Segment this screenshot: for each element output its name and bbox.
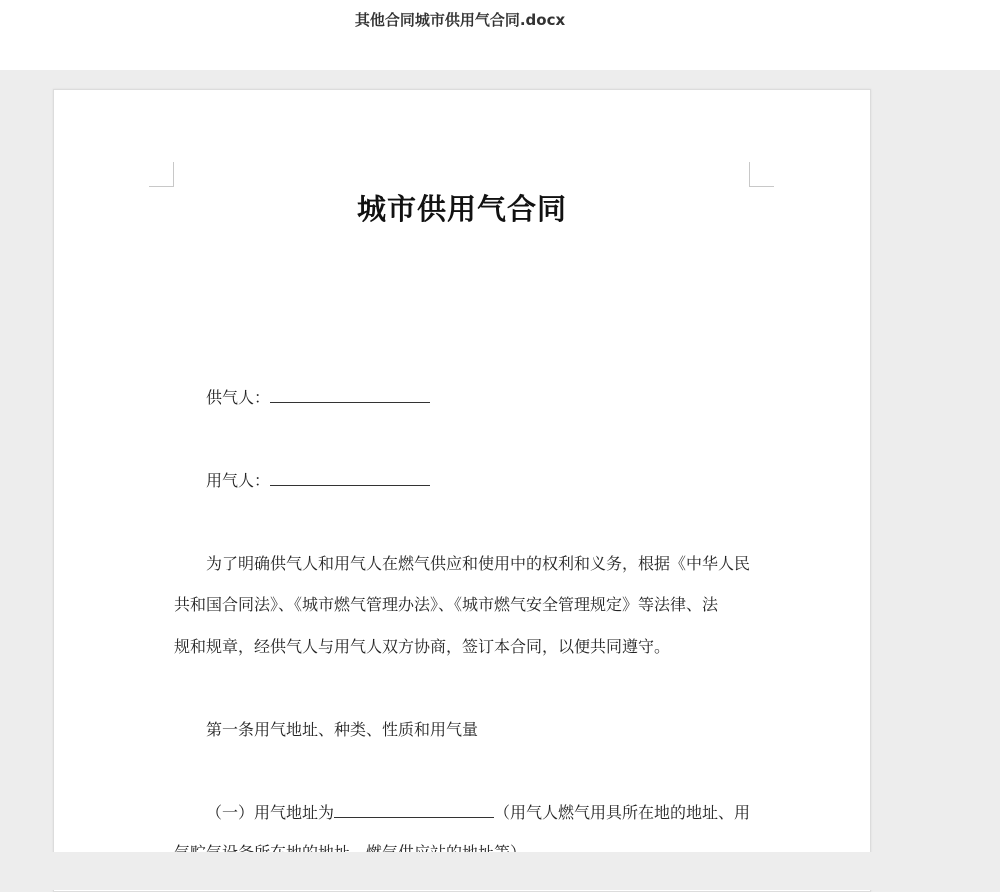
- consumer-blank: [270, 471, 430, 486]
- margin-corner-top-right: [749, 162, 774, 187]
- clause-1-line-1: [206, 803, 750, 823]
- supplier-blank: [270, 388, 430, 403]
- preamble-line-2: 共和国合同法》、《城市燃气管理办法》、《城市燃气安全管理规定》等法律、法: [174, 595, 719, 614]
- consumer-line: [206, 471, 430, 491]
- bottom-bar: [0, 852, 1000, 890]
- document-page: [53, 89, 871, 892]
- article-1-heading: 第一条用气地址、种类、性质和用气量: [206, 720, 479, 739]
- supplier-label: 供气人：: [206, 388, 271, 407]
- preamble-line-1: 为了明确供气人和用气人在燃气供应和使用中的权利和义务，根据《中华人民: [206, 554, 751, 573]
- title-bar: [0, 0, 1000, 70]
- consumer-label: 用气人：: [206, 471, 271, 490]
- supplier-line: [206, 388, 430, 408]
- document-title: 城市供用气合同: [356, 192, 567, 226]
- clause-1-label: （一）用气地址为: [206, 803, 335, 822]
- margin-corner-top-left: [149, 162, 174, 187]
- preamble-line-3: 规和规章，经供气人与用气人双方协商，签订本合同，以便共同遵守。: [174, 637, 671, 656]
- clause-1-note: （用气人燃气用具所在地的地址、用: [494, 803, 751, 822]
- clause-1-blank: [334, 803, 494, 818]
- document-name: 其他合同城市供用气合同.docx: [354, 11, 566, 29]
